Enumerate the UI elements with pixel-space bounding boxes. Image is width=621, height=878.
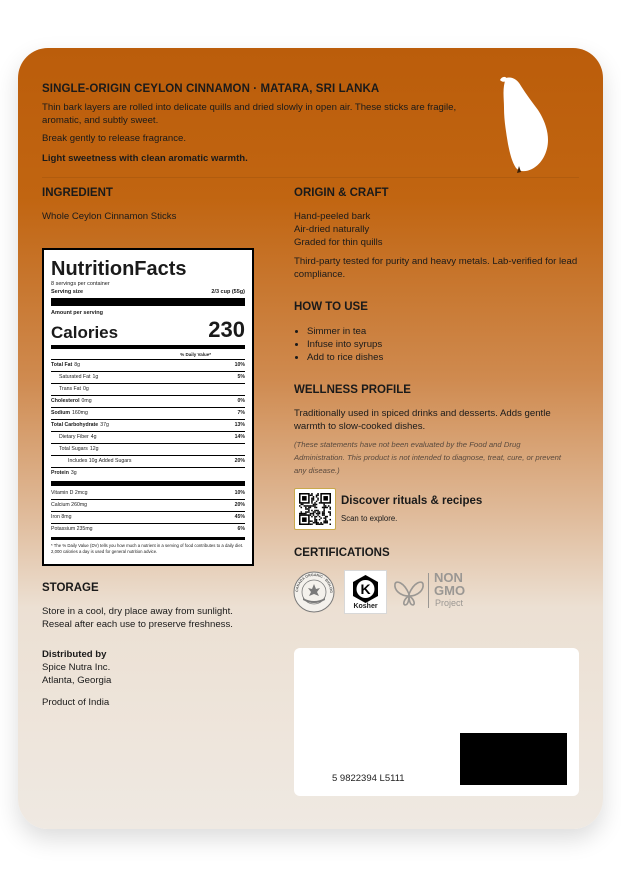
canada-organic-seal-icon: [292, 570, 336, 614]
nutrient-row: [51, 395, 245, 407]
kosher-label: Kosher: [353, 603, 378, 610]
wellness-text: Traditionally used in spiced drinks and desserts. Adds gentle warmth to slow-cooked dishes.: [294, 408, 551, 432]
nutrient-row: [51, 467, 245, 479]
nutrient-label: [59, 372, 98, 383]
kosher-badge: [344, 570, 387, 614]
nutrient-amount: 4g: [90, 434, 97, 440]
nutrient-label: [59, 444, 99, 455]
nongmo-line1: NON: [434, 570, 463, 585]
nutrition-title: NutritionFacts: [51, 258, 187, 280]
nutrient-row: [51, 371, 245, 383]
vitamin-row: [51, 523, 245, 535]
sri-lanka-map-icon: [496, 74, 556, 174]
vitamin-label: Calcium 260mg: [51, 502, 88, 508]
nutrition-medium-rule: [51, 345, 245, 349]
nongmo-line2: GMO: [434, 583, 466, 598]
product-label-card: [18, 48, 603, 829]
nutrient-row: [51, 419, 245, 431]
barcode-number: 5 9822394 L5111: [332, 773, 405, 784]
nutrient-name: Includes 10g Added Sugars: [68, 458, 132, 464]
nutrient-label: [51, 360, 80, 371]
serving-size-value: 2/3 cup (55g): [211, 289, 245, 295]
nutrient-daily-value: 13%: [234, 422, 245, 428]
nutrition-footnote: * The % Daily Value (DV) tells you how much a nutrient in a serving of food contributes to a daily diet. 2,000 calories a day is used for general nutrition advice.: [51, 543, 244, 554]
nutrient-label: [51, 420, 109, 431]
nutrient-name: Total Carbohydrate: [51, 422, 99, 428]
origin-line-1: Hand-peeled bark: [294, 211, 371, 222]
vitamin-row: [51, 499, 245, 511]
nutrient-daily-value: 0%: [237, 398, 245, 404]
nutrient-daily-value: 20%: [234, 458, 245, 464]
how-to-use-item: • Simmer in tea: [307, 325, 383, 338]
qr-title: Discover rituals & recipes: [341, 495, 483, 507]
origin-line-3: Graded for thin quills: [294, 237, 383, 248]
calories-label: Calories: [51, 323, 119, 342]
vitamin-daily-value: 20%: [234, 502, 245, 508]
nutrient-name: Dietary Fiber: [59, 434, 89, 440]
qr-code-icon[interactable]: [294, 488, 336, 530]
product-bold-tagline: Light sweetness with clean aromatic warmth.: [42, 153, 248, 164]
section-divider: [42, 177, 579, 178]
nutrient-row: [51, 431, 245, 443]
vitamin-daily-value: 45%: [234, 514, 245, 520]
calories-row: [51, 317, 245, 343]
daily-value-header: % Daily Value*: [180, 352, 211, 357]
nongmo-divider: [428, 573, 429, 608]
calories-value: 230: [208, 317, 245, 342]
nutrient-name: Total Sugars: [59, 446, 88, 452]
nutrient-amount: 0mg: [81, 398, 92, 404]
amount-per-serving: Amount per serving: [51, 310, 103, 316]
certifications-heading: CERTIFICATIONS: [294, 547, 390, 559]
nutrient-name: Cholesterol: [51, 398, 80, 404]
vitamin-daily-value: 10%: [234, 490, 245, 496]
barcode-redaction-block: [460, 733, 567, 785]
organic-seal-text: CANADA ORGANIC · BIOLOG: [294, 572, 334, 594]
nutrient-amount: 8g: [74, 362, 81, 368]
nutrient-amount: 160mg: [72, 410, 88, 416]
nutrient-label: [51, 408, 88, 419]
nutrition-thick-rule-2: [51, 481, 245, 486]
nutrient-label: [59, 384, 89, 395]
distributor-label: Distributed by: [42, 649, 107, 660]
nutrition-thick-rule: [51, 298, 245, 306]
how-to-use-item: • Add to rice dishes: [307, 351, 383, 364]
nutrient-daily-value: 5%: [237, 374, 245, 380]
origin-heading: ORIGIN & CRAFT: [294, 187, 389, 199]
nutrient-daily-value: 14%: [234, 434, 245, 440]
nutrient-row: [51, 359, 245, 371]
nutrient-label: [59, 432, 96, 443]
storage-heading: STORAGE: [42, 582, 99, 594]
nutrient-daily-value: 7%: [237, 410, 245, 416]
barcode-area: [294, 648, 579, 796]
nutrient-name: Trans Fat: [59, 386, 82, 392]
kosher-letter: K: [360, 581, 371, 597]
vitamin-rows: [51, 488, 245, 535]
origin-line-2: Air-dried naturally: [294, 224, 370, 235]
vitamin-row: [51, 488, 245, 499]
nutrient-row: [51, 443, 245, 455]
nutrient-label: [51, 396, 92, 407]
nongmo-line3: Project: [435, 598, 464, 608]
ingredient-heading: INGREDIENT: [42, 187, 113, 199]
nutrient-row: [51, 407, 245, 419]
product-title: SINGLE-ORIGIN CEYLON CINNAMON · MATARA, SRI LANKA: [42, 83, 380, 95]
vitamin-row: [51, 511, 245, 523]
nutrient-name: Saturated Fat: [59, 374, 91, 380]
nutrient-amount: 0g: [83, 386, 89, 392]
product-tagline: Break gently to release fragrance.: [42, 133, 186, 144]
serving-size-label: Serving size: [51, 289, 84, 295]
nutrient-label: [68, 456, 131, 467]
how-to-use-item: • Infuse into syrups: [307, 338, 383, 351]
wellness-heading: WELLNESS PROFILE: [294, 384, 411, 396]
vitamin-label: Iron 8mg: [51, 514, 72, 520]
ingredient-text: Whole Ceylon Cinnamon Sticks: [42, 211, 177, 222]
how-to-use-list: [294, 325, 383, 364]
product-description: Thin bark layers are rolled into delicate quills and dried slowly in open air. These sticks are fragile, aromatic, and subtly sweet.: [42, 102, 457, 126]
servings-per-container: 8 servings per container: [51, 281, 110, 287]
nutrient-row: [51, 383, 245, 395]
vitamin-label: Potassium 235mg: [51, 526, 93, 532]
storage-text: Store in a cool, dry place away from sunlight. Reseal after each use to preserve freshness.: [42, 606, 233, 630]
how-to-use-heading: HOW TO USE: [294, 301, 368, 313]
nutrient-label: [51, 468, 77, 479]
nutrition-facts-panel: [42, 248, 254, 566]
origin-testing-note: Third-party tested for purity and heavy metals. Lab-verified for lead compliance.: [294, 256, 578, 280]
kosher-symbol-icon: [350, 574, 381, 604]
nutrient-amount: 12g: [89, 446, 99, 452]
vitamin-label: Vitamin D 2mcg: [51, 490, 88, 496]
fda-disclaimer: (These statements have not been evaluated by the Food and Drug Administration. This product is not intended to diagnose, treat, cure, or prevent any disease.): [294, 440, 562, 475]
butterfly-icon: [392, 574, 426, 608]
nutrient-row: [51, 455, 245, 467]
nutrient-amount: 37g: [100, 422, 109, 428]
nutrient-amount: 3g: [70, 470, 77, 476]
product-origin: Product of India: [42, 697, 110, 708]
qr-subtitle: Scan to explore.: [341, 514, 398, 523]
nutrient-name: Protein: [51, 470, 69, 476]
vitamin-daily-value: 6%: [237, 526, 245, 532]
nutrient-amount: 1g: [92, 374, 99, 380]
nutrient-name: Total Fat: [51, 362, 73, 368]
nutrient-rows: [51, 359, 245, 479]
distributor-name: Spice Nutra Inc.: [42, 662, 111, 673]
nutrient-name: Sodium: [51, 410, 71, 416]
distributor-location: Atlanta, Georgia: [42, 675, 112, 686]
nutrient-daily-value: 10%: [234, 362, 245, 368]
nutrition-footer-rule: [51, 537, 245, 540]
